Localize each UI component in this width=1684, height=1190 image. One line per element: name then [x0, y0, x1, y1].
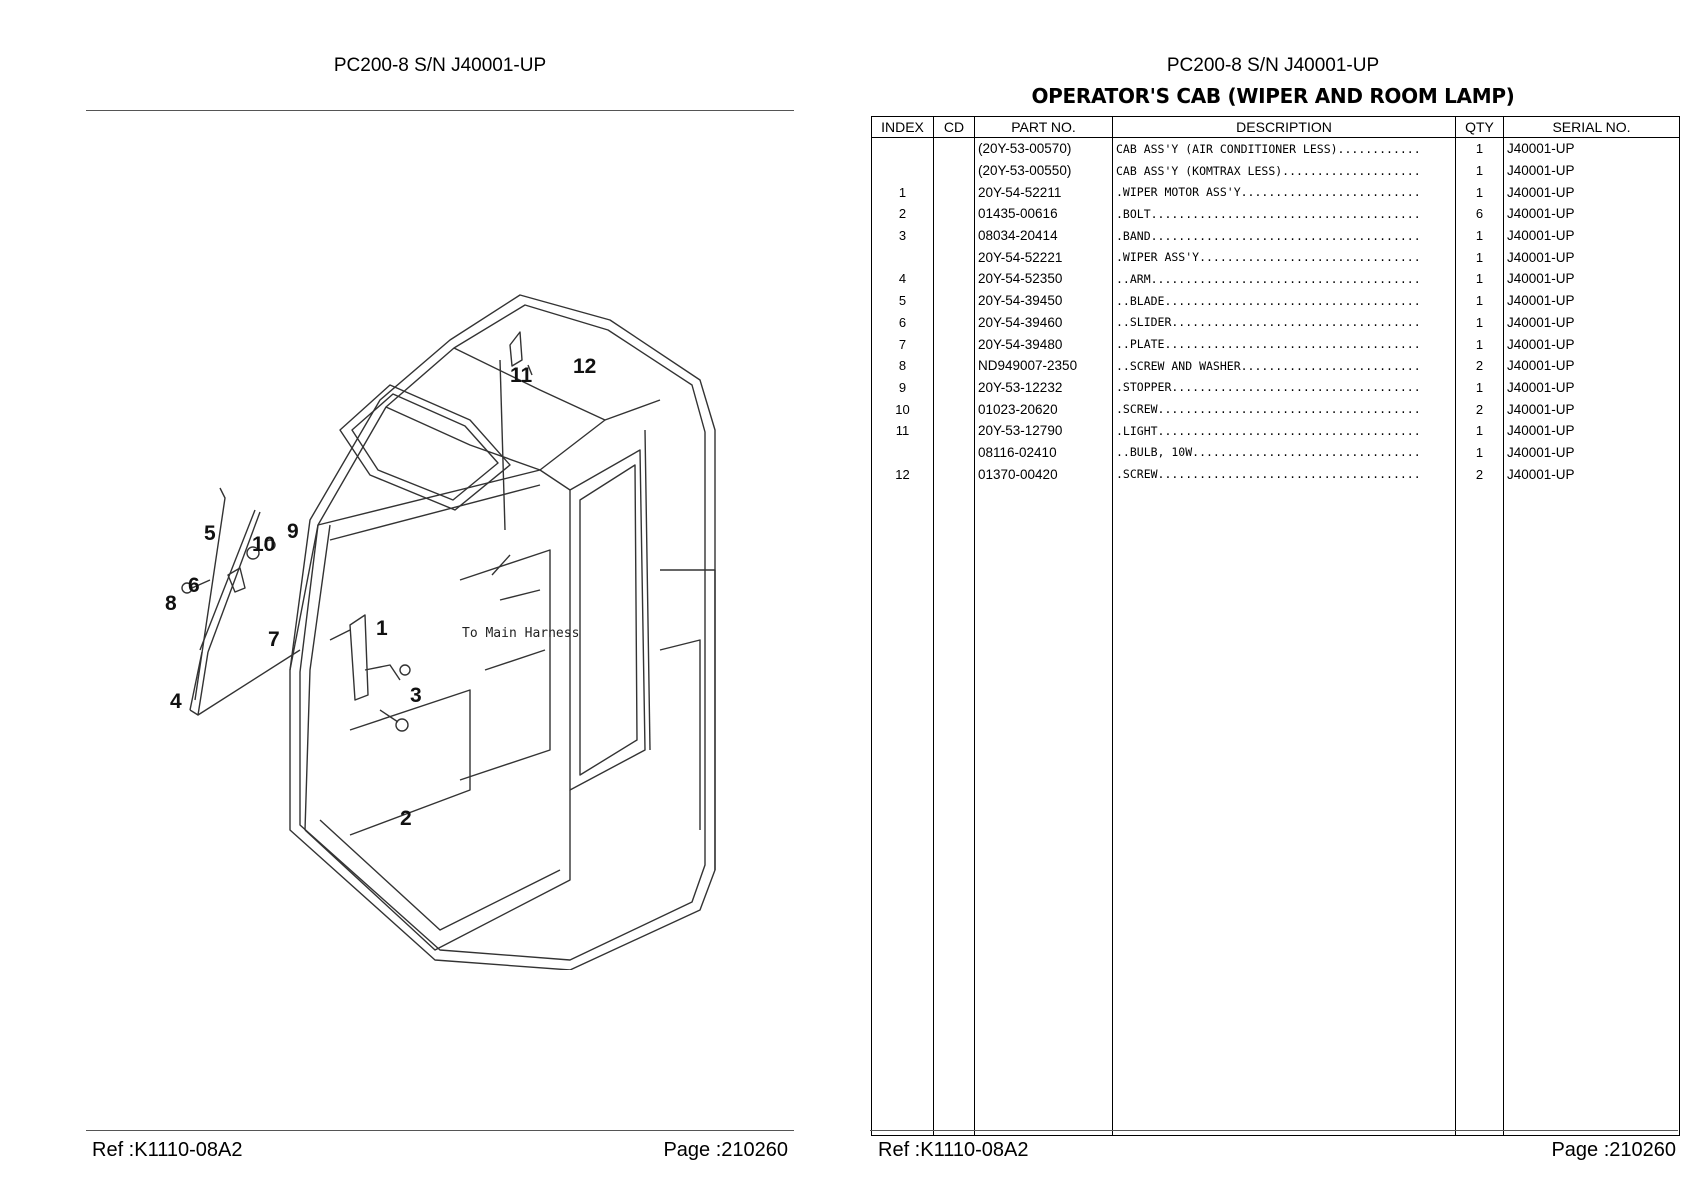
cell-qty: 1: [1456, 138, 1504, 160]
cell-cd: [934, 246, 975, 268]
cell-serial-no: J40001-UP: [1504, 442, 1680, 464]
header-part-no: PART NO.: [975, 117, 1113, 138]
callout-12: 12: [573, 355, 597, 378]
cell-qty: 1: [1456, 268, 1504, 290]
cell-serial-no: J40001-UP: [1504, 463, 1680, 485]
cell-description: .BOLT.......................................: [1113, 203, 1456, 225]
left-page-title: PC200-8 S/N J40001-UP: [333, 55, 547, 76]
cell-description: ..SLIDER....................................: [1113, 312, 1456, 334]
callout-7: 7: [268, 628, 280, 651]
cell-serial-no: J40001-UP: [1504, 355, 1680, 377]
cell-qty: 1: [1456, 225, 1504, 247]
cell-part-no: 20Y-54-39480: [975, 333, 1113, 355]
cell-index: 4: [872, 268, 934, 290]
cell-index: 7: [872, 333, 934, 355]
cell-serial-no: J40001-UP: [1504, 181, 1680, 203]
cell-description: .BAND.......................................: [1113, 225, 1456, 247]
cell-description: ..BULB, 10W.................................: [1113, 442, 1456, 464]
callout-3: 3: [410, 684, 422, 707]
cell-qty: 2: [1456, 355, 1504, 377]
cell-index: [872, 160, 934, 182]
cell-cd: [934, 203, 975, 225]
cell-serial-no: J40001-UP: [1504, 420, 1680, 442]
cell-cd: [934, 463, 975, 485]
cell-serial-no: J40001-UP: [1504, 138, 1680, 160]
cell-index: 6: [872, 312, 934, 334]
table-row: [872, 463, 1680, 485]
cell-qty: 1: [1456, 160, 1504, 182]
table-row: [872, 138, 1680, 160]
cell-qty: 1: [1456, 181, 1504, 203]
table-row: [872, 160, 1680, 182]
cell-qty: 1: [1456, 246, 1504, 268]
header-description: DESCRIPTION: [1113, 117, 1456, 138]
cell-cd: [934, 333, 975, 355]
cell-cd: [934, 181, 975, 203]
header-qty: QTY: [1456, 117, 1504, 138]
right-footer-page: Page :210260: [1551, 1139, 1676, 1161]
cell-cd: [934, 225, 975, 247]
right-page-title: PC200-8 S/N J40001-UP: [1166, 55, 1380, 76]
cell-description: ..ARM.......................................: [1113, 268, 1456, 290]
cell-qty: 2: [1456, 398, 1504, 420]
cell-index: 11: [872, 420, 934, 442]
cell-part-no: 01023-20620: [975, 398, 1113, 420]
header-index: INDEX: [872, 117, 934, 138]
table-row: [872, 420, 1680, 442]
callout-8: 8: [165, 592, 177, 615]
cell-part-no: 08116-02410: [975, 442, 1113, 464]
callout-1: 1: [376, 617, 388, 640]
table-header-row: [872, 117, 1680, 138]
cell-serial-no: J40001-UP: [1504, 160, 1680, 182]
table-row: [872, 181, 1680, 203]
cell-cd: [934, 268, 975, 290]
cell-qty: 2: [1456, 463, 1504, 485]
cell-part-no: 01370-00420: [975, 463, 1113, 485]
cell-qty: 1: [1456, 420, 1504, 442]
cell-index: [872, 442, 934, 464]
cell-part-no: 01435-00616: [975, 203, 1113, 225]
cell-qty: 1: [1456, 377, 1504, 399]
cell-part-no: 20Y-54-52211: [975, 181, 1113, 203]
cell-part-no: 20Y-54-39450: [975, 290, 1113, 312]
callout-4: 4: [170, 690, 182, 713]
table-row: [872, 333, 1680, 355]
cell-description: ..SCREW AND WASHER..........................: [1113, 355, 1456, 377]
right-footer-rule: [870, 1130, 1678, 1131]
cell-serial-no: J40001-UP: [1504, 268, 1680, 290]
table-row: [872, 203, 1680, 225]
table-row: [872, 225, 1680, 247]
cell-qty: 1: [1456, 312, 1504, 334]
table-row: [872, 355, 1680, 377]
cell-description: ..BLADE.....................................: [1113, 290, 1456, 312]
callout-11: 11: [510, 364, 533, 387]
table-row: [872, 312, 1680, 334]
cell-part-no: 20Y-54-39460: [975, 312, 1113, 334]
cell-index: [872, 138, 934, 160]
callout-10: 10: [252, 533, 276, 556]
cell-cd: [934, 420, 975, 442]
cell-description: .SCREW......................................: [1113, 398, 1456, 420]
cell-serial-no: J40001-UP: [1504, 377, 1680, 399]
cell-part-no: 20Y-53-12232: [975, 377, 1113, 399]
left-footer-page: Page :210260: [663, 1139, 788, 1161]
cab-exploded-diagram: [140, 270, 740, 970]
cell-index: 8: [872, 355, 934, 377]
cell-part-no: 20Y-54-52221: [975, 246, 1113, 268]
cell-description: .SCREW......................................: [1113, 463, 1456, 485]
cell-description: ..PLATE.....................................: [1113, 333, 1456, 355]
parts-table: [871, 116, 1680, 1136]
table-row: [872, 290, 1680, 312]
cell-part-no: 20Y-54-52350: [975, 268, 1113, 290]
cell-description: .STOPPER....................................: [1113, 377, 1456, 399]
cell-qty: 6: [1456, 203, 1504, 225]
cell-serial-no: J40001-UP: [1504, 225, 1680, 247]
cell-index: 9: [872, 377, 934, 399]
cell-part-no: (20Y-53-00550): [975, 160, 1113, 182]
cell-index: 3: [872, 225, 934, 247]
cell-index: [872, 246, 934, 268]
cell-index: 10: [872, 398, 934, 420]
right-page-subtitle: OPERATOR'S CAB (WIPER AND ROOM LAMP): [1031, 84, 1515, 108]
cell-description: .LIGHT......................................: [1113, 420, 1456, 442]
cell-part-no: ND949007-2350: [975, 355, 1113, 377]
header-cd: CD: [934, 117, 975, 138]
cell-part-no: 20Y-53-12790: [975, 420, 1113, 442]
table-row: [872, 377, 1680, 399]
cell-index: 5: [872, 290, 934, 312]
cell-serial-no: J40001-UP: [1504, 290, 1680, 312]
cell-cd: [934, 442, 975, 464]
cell-index: 2: [872, 203, 934, 225]
table-row: [872, 398, 1680, 420]
cell-cd: [934, 160, 975, 182]
callout-2: 2: [400, 807, 412, 830]
left-footer-ref: Ref :K1110-08A2: [92, 1139, 243, 1161]
table-row: [872, 246, 1680, 268]
cell-qty: 1: [1456, 290, 1504, 312]
cell-index: 1: [872, 181, 934, 203]
cell-serial-no: J40001-UP: [1504, 398, 1680, 420]
cell-description: .WIPER MOTOR ASS'Y..........................: [1113, 181, 1456, 203]
header-serial-no: SERIAL NO.: [1504, 117, 1680, 138]
cell-part-no: 08034-20414: [975, 225, 1113, 247]
cell-cd: [934, 398, 975, 420]
table-row: [872, 268, 1680, 290]
cell-serial-no: J40001-UP: [1504, 333, 1680, 355]
left-header-rule: [86, 110, 794, 111]
cell-cd: [934, 312, 975, 334]
cell-index: 12: [872, 463, 934, 485]
cell-qty: 1: [1456, 333, 1504, 355]
callout-6: 6: [188, 574, 200, 597]
cell-cd: [934, 138, 975, 160]
table-filler-row: [872, 485, 1680, 1135]
callout-5: 5: [204, 522, 216, 545]
cell-cd: [934, 290, 975, 312]
right-footer-ref: Ref :K1110-08A2: [878, 1139, 1029, 1161]
cell-cd: [934, 355, 975, 377]
cell-serial-no: J40001-UP: [1504, 312, 1680, 334]
cell-description: CAB ASS'Y (KOMTRAX LESS)....................: [1113, 160, 1456, 182]
cell-cd: [934, 377, 975, 399]
cell-description: CAB ASS'Y (AIR CONDITIONER LESS)............: [1113, 138, 1456, 160]
cell-description: .WIPER ASS'Y................................: [1113, 246, 1456, 268]
cell-part-no: (20Y-53-00570): [975, 138, 1113, 160]
callout-9: 9: [287, 520, 299, 543]
cell-serial-no: J40001-UP: [1504, 246, 1680, 268]
left-footer-rule: [86, 1130, 794, 1131]
cell-serial-no: J40001-UP: [1504, 203, 1680, 225]
table-row: [872, 442, 1680, 464]
cell-qty: 1: [1456, 442, 1504, 464]
harness-label: To Main Harness: [462, 626, 580, 641]
